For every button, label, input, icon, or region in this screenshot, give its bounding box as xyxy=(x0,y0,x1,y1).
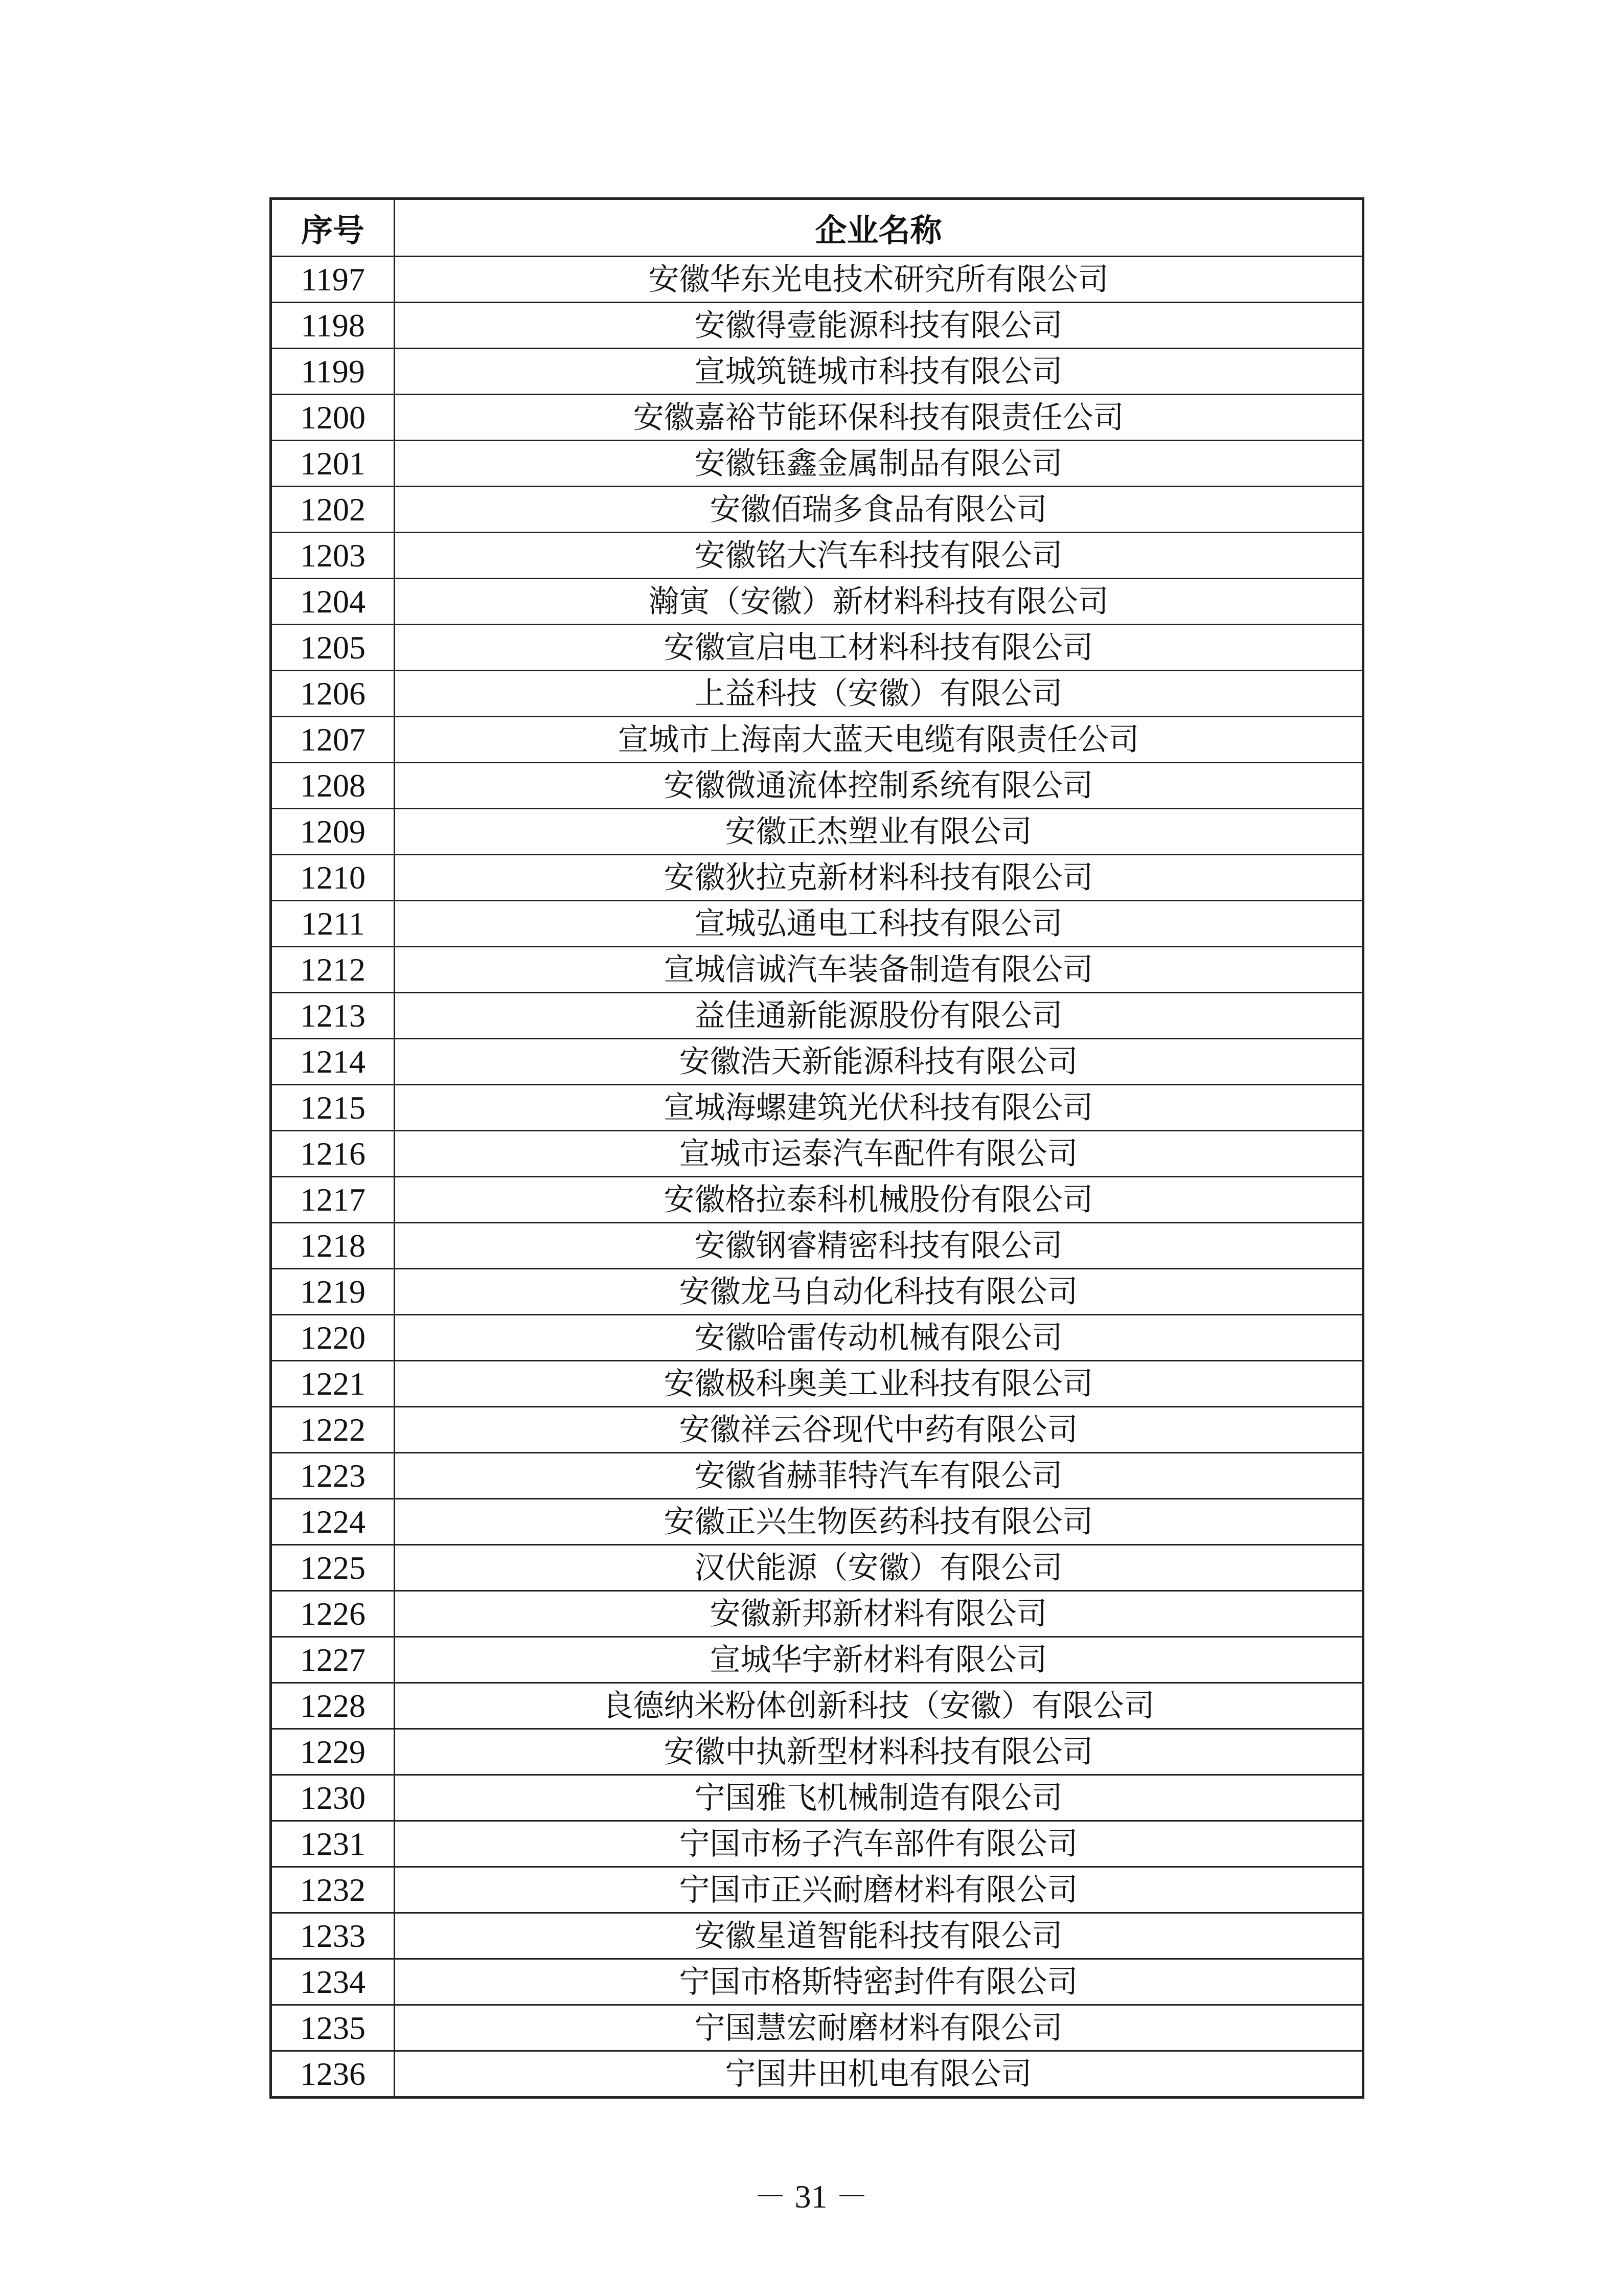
table-row xyxy=(271,1499,1363,1545)
row-company-name: 安徽新邦新材料有限公司 xyxy=(395,1591,1363,1637)
table-row xyxy=(271,1637,1363,1683)
table-row xyxy=(271,1131,1363,1177)
row-seq: 1228 xyxy=(271,1683,395,1729)
row-company-name: 宣城海螺建筑光伏科技有限公司 xyxy=(395,1085,1363,1131)
row-seq: 1233 xyxy=(271,1913,395,1959)
row-seq: 1220 xyxy=(271,1315,395,1361)
table-row xyxy=(271,1545,1363,1591)
row-company-name: 安徽铭大汽车科技有限公司 xyxy=(395,533,1363,579)
row-seq: 1232 xyxy=(271,1867,395,1913)
row-seq: 1212 xyxy=(271,947,395,993)
row-company-name: 宣城市上海南大蓝天电缆有限责任公司 xyxy=(395,717,1363,763)
row-seq: 1223 xyxy=(271,1453,395,1499)
row-seq: 1199 xyxy=(271,349,395,395)
row-seq: 1210 xyxy=(271,855,395,901)
table-row xyxy=(271,1407,1363,1453)
row-company-name: 安徽得壹能源科技有限公司 xyxy=(395,303,1363,349)
row-company-name: 安徽宣启电工材料科技有限公司 xyxy=(395,625,1363,671)
row-company-name: 安徽嘉裕节能环保科技有限责任公司 xyxy=(395,395,1363,441)
table-row xyxy=(271,1177,1363,1223)
table-row xyxy=(271,1591,1363,1637)
row-seq: 1207 xyxy=(271,717,395,763)
row-seq: 1203 xyxy=(271,533,395,579)
row-company-name: 安徽省赫菲特汽车有限公司 xyxy=(395,1453,1363,1499)
row-company-name: 宁国井田机电有限公司 xyxy=(395,2051,1363,2098)
header-row xyxy=(271,199,1363,257)
row-seq: 1209 xyxy=(271,809,395,855)
row-company-name: 安徽浩天新能源科技有限公司 xyxy=(395,1039,1363,1085)
table-row xyxy=(271,1775,1363,1821)
row-seq: 1226 xyxy=(271,1591,395,1637)
header-seq: 序号 xyxy=(271,199,395,257)
table-row xyxy=(271,2005,1363,2051)
table-row xyxy=(271,901,1363,947)
row-seq: 1201 xyxy=(271,441,395,487)
row-company-name: 宁国市杨子汽车部件有限公司 xyxy=(395,1821,1363,1867)
row-seq: 1219 xyxy=(271,1269,395,1315)
table-row xyxy=(271,441,1363,487)
row-seq: 1198 xyxy=(271,303,395,349)
enterprise-table xyxy=(269,197,1364,2099)
row-seq: 1208 xyxy=(271,763,395,809)
table-row xyxy=(271,809,1363,855)
row-company-name: 汉伏能源（安徽）有限公司 xyxy=(395,1545,1363,1591)
row-seq: 1224 xyxy=(271,1499,395,1545)
row-company-name: 宣城华宇新材料有限公司 xyxy=(395,1637,1363,1683)
row-seq: 1206 xyxy=(271,671,395,717)
table-row xyxy=(271,303,1363,349)
table-row xyxy=(271,579,1363,625)
row-seq: 1213 xyxy=(271,993,395,1039)
row-seq: 1197 xyxy=(271,257,395,303)
row-company-name: 安徽钢睿精密科技有限公司 xyxy=(395,1223,1363,1269)
row-company-name: 安徽哈雷传动机械有限公司 xyxy=(395,1315,1363,1361)
table-row xyxy=(271,993,1363,1039)
row-company-name: 上益科技（安徽）有限公司 xyxy=(395,671,1363,717)
row-company-name: 宣城市运泰汽车配件有限公司 xyxy=(395,1131,1363,1177)
table-row xyxy=(271,947,1363,993)
row-seq: 1229 xyxy=(271,1729,395,1775)
row-company-name: 安徽正杰塑业有限公司 xyxy=(395,809,1363,855)
table-row xyxy=(271,1039,1363,1085)
table-row xyxy=(271,855,1363,901)
table-row xyxy=(271,1223,1363,1269)
row-company-name: 安徽祥云谷现代中药有限公司 xyxy=(395,1407,1363,1453)
table-row xyxy=(271,533,1363,579)
table-row xyxy=(271,1959,1363,2005)
row-seq: 1216 xyxy=(271,1131,395,1177)
table-row xyxy=(271,487,1363,533)
row-company-name: 安徽钰鑫金属制品有限公司 xyxy=(395,441,1363,487)
table-row xyxy=(271,1361,1363,1407)
table-row xyxy=(271,671,1363,717)
row-company-name: 瀚寅（安徽）新材料科技有限公司 xyxy=(395,579,1363,625)
row-seq: 1204 xyxy=(271,579,395,625)
row-company-name: 安徽华东光电技术研究所有限公司 xyxy=(395,257,1363,303)
table-row xyxy=(271,257,1363,303)
table-row xyxy=(271,625,1363,671)
row-company-name: 宁国雅飞机械制造有限公司 xyxy=(395,1775,1363,1821)
row-seq: 1231 xyxy=(271,1821,395,1867)
row-company-name: 安徽正兴生物医药科技有限公司 xyxy=(395,1499,1363,1545)
row-company-name: 宁国市正兴耐磨材料有限公司 xyxy=(395,1867,1363,1913)
row-company-name: 宁国慧宏耐磨材料有限公司 xyxy=(395,2005,1363,2051)
row-company-name: 宣城信诚汽车装备制造有限公司 xyxy=(395,947,1363,993)
row-seq: 1230 xyxy=(271,1775,395,1821)
table-row xyxy=(271,349,1363,395)
table-row xyxy=(271,1269,1363,1315)
row-company-name: 安徽狄拉克新材料科技有限公司 xyxy=(395,855,1363,901)
row-company-name: 安徽中执新型材料科技有限公司 xyxy=(395,1729,1363,1775)
row-seq: 1202 xyxy=(271,487,395,533)
row-seq: 1236 xyxy=(271,2051,395,2098)
header-name: 企业名称 xyxy=(395,199,1363,257)
row-company-name: 安徽微通流体控制系统有限公司 xyxy=(395,763,1363,809)
row-seq: 1215 xyxy=(271,1085,395,1131)
table-row xyxy=(271,395,1363,441)
page-number: － 31 － xyxy=(753,2178,869,2215)
row-seq: 1225 xyxy=(271,1545,395,1591)
row-company-name: 宁国市格斯特密封件有限公司 xyxy=(395,1959,1363,2005)
row-seq: 1217 xyxy=(271,1177,395,1223)
row-seq: 1214 xyxy=(271,1039,395,1085)
row-company-name: 安徽龙马自动化科技有限公司 xyxy=(395,1269,1363,1315)
table-row xyxy=(271,1315,1363,1361)
row-seq: 1211 xyxy=(271,901,395,947)
row-seq: 1222 xyxy=(271,1407,395,1453)
row-company-name: 安徽格拉泰科机械股份有限公司 xyxy=(395,1177,1363,1223)
table-row xyxy=(271,1867,1363,1913)
table-row xyxy=(271,717,1363,763)
row-company-name: 良德纳米粉体创新科技（安徽）有限公司 xyxy=(395,1683,1363,1729)
row-seq: 1221 xyxy=(271,1361,395,1407)
row-seq: 1235 xyxy=(271,2005,395,2051)
row-seq: 1234 xyxy=(271,1959,395,2005)
table-row xyxy=(271,1821,1363,1867)
table-row xyxy=(271,1453,1363,1499)
table-row xyxy=(271,1729,1363,1775)
row-seq: 1205 xyxy=(271,625,395,671)
row-company-name: 安徽星道智能科技有限公司 xyxy=(395,1913,1363,1959)
row-company-name: 安徽佰瑞多食品有限公司 xyxy=(395,487,1363,533)
table-body xyxy=(271,257,1363,2098)
row-seq: 1227 xyxy=(271,1637,395,1683)
row-company-name: 宣城筑链城市科技有限公司 xyxy=(395,349,1363,395)
table-row xyxy=(271,763,1363,809)
row-company-name: 益佳通新能源股份有限公司 xyxy=(395,993,1363,1039)
row-company-name: 宣城弘通电工科技有限公司 xyxy=(395,901,1363,947)
row-seq: 1200 xyxy=(271,395,395,441)
table-row xyxy=(271,1683,1363,1729)
row-company-name: 安徽极科奥美工业科技有限公司 xyxy=(395,1361,1363,1407)
table-row xyxy=(271,1913,1363,1959)
row-seq: 1218 xyxy=(271,1223,395,1269)
table-row xyxy=(271,2051,1363,2098)
table-row xyxy=(271,1085,1363,1131)
